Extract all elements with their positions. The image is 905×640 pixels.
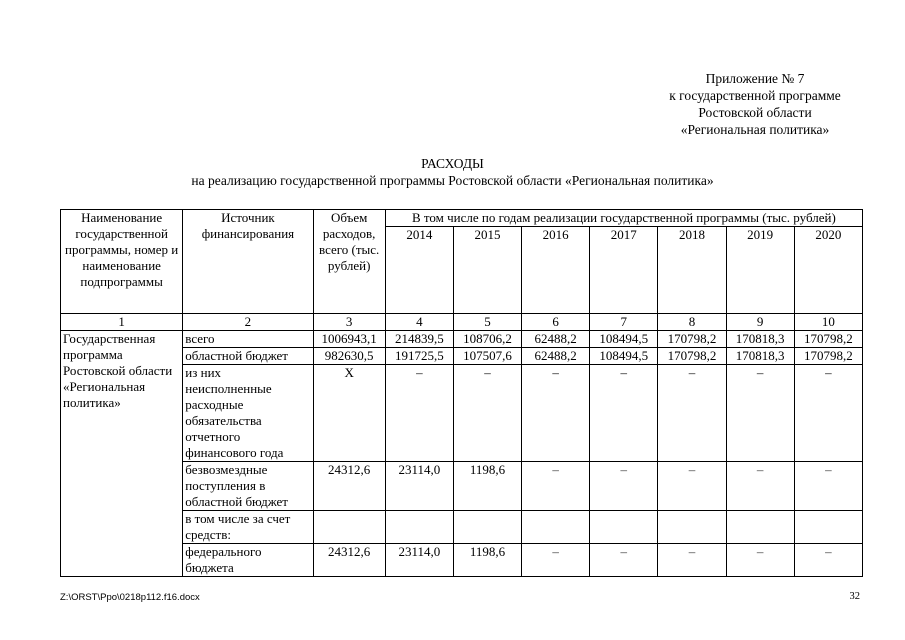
year-cell: 170818,3 <box>726 331 794 348</box>
year-cell: 62488,2 <box>522 348 590 365</box>
header-year: 2019 <box>726 227 794 314</box>
year-cell: 191725,5 <box>385 348 453 365</box>
total-cell: 24312,6 <box>313 462 385 511</box>
year-cell <box>726 511 794 544</box>
title-sub: на реализацию государственной программы Ростовской области «Региональная политика» <box>191 173 714 188</box>
year-cell: – <box>794 462 862 511</box>
year-cell: – <box>794 544 862 577</box>
column-index-row <box>61 314 863 331</box>
column-index: 7 <box>590 314 658 331</box>
appendix-header <box>600 70 905 138</box>
year-cell: – <box>726 462 794 511</box>
appendix-ref: к государственной программе <box>669 88 841 103</box>
year-cell: 107507,6 <box>453 348 521 365</box>
year-cell: 62488,2 <box>522 331 590 348</box>
column-index: 2 <box>183 314 313 331</box>
program-name: Государственная программа Ростовской области «Региональная политика» <box>61 331 183 577</box>
year-cell: – <box>658 544 726 577</box>
year-cell: – <box>522 365 590 462</box>
source-cell: безвозмездные поступления в областной бюджет <box>183 462 313 511</box>
year-cell: – <box>522 462 590 511</box>
header-source: Источник финансирования <box>183 210 313 314</box>
table-body <box>61 314 863 577</box>
header-year: 2015 <box>453 227 521 314</box>
header-year: 2014 <box>385 227 453 314</box>
year-cell: – <box>658 462 726 511</box>
year-cell <box>522 511 590 544</box>
source-cell: из них неисполненные расходные обязательства отчетного финансового года <box>183 365 313 462</box>
footer-file-path: Z:\ORST\Ppo\0218p112.f16.docx <box>60 592 200 603</box>
year-cell: – <box>658 365 726 462</box>
header-year: 2020 <box>794 227 862 314</box>
source-cell: областной бюджет <box>183 348 313 365</box>
total-cell: 1006943,1 <box>313 331 385 348</box>
year-cell: 1198,6 <box>453 462 521 511</box>
appendix-program: «Региональная политика» <box>680 122 830 137</box>
year-cell: 170798,2 <box>658 348 726 365</box>
table-header <box>61 210 863 314</box>
total-cell <box>313 511 385 544</box>
year-cell <box>590 511 658 544</box>
column-index: 3 <box>313 314 385 331</box>
year-cell: – <box>590 544 658 577</box>
column-index: 10 <box>794 314 862 331</box>
year-cell: 23114,0 <box>385 462 453 511</box>
expenses-table <box>60 209 863 577</box>
year-cell <box>385 511 453 544</box>
column-index: 1 <box>61 314 183 331</box>
year-cell <box>658 511 726 544</box>
year-cell: 108494,5 <box>590 348 658 365</box>
header-period: В том числе по годам реализации государственной программы (тыс. рублей) <box>385 210 862 227</box>
header-year: 2018 <box>658 227 726 314</box>
year-cell: – <box>385 365 453 462</box>
year-cell: 1198,6 <box>453 544 521 577</box>
year-cell: 23114,0 <box>385 544 453 577</box>
source-cell: федерального бюджета <box>183 544 313 577</box>
column-index: 5 <box>453 314 521 331</box>
total-cell: 982630,5 <box>313 348 385 365</box>
page-number: 32 <box>849 591 860 602</box>
year-cell: 214839,5 <box>385 331 453 348</box>
year-cell: – <box>522 544 590 577</box>
source-cell: всего <box>183 331 313 348</box>
year-cell: – <box>726 544 794 577</box>
column-index: 8 <box>658 314 726 331</box>
header-name: Наименование государственной программы, номер и наименование подпрограммы <box>61 210 183 314</box>
year-cell: 170818,3 <box>726 348 794 365</box>
year-cell: 108706,2 <box>453 331 521 348</box>
year-cell: 170798,2 <box>794 331 862 348</box>
year-cell: – <box>590 365 658 462</box>
table-row <box>61 331 863 348</box>
source-cell: в том числе за счет средств: <box>183 511 313 544</box>
appendix-region: Ростовской области <box>698 105 812 120</box>
header-year: 2017 <box>590 227 658 314</box>
year-cell: 170798,2 <box>658 331 726 348</box>
year-cell: – <box>453 365 521 462</box>
year-cell: – <box>726 365 794 462</box>
year-cell: – <box>794 365 862 462</box>
appendix-number: Приложение № 7 <box>705 71 805 86</box>
total-cell: X <box>313 365 385 462</box>
year-cell: – <box>590 462 658 511</box>
year-cell: 170798,2 <box>794 348 862 365</box>
header-year: 2016 <box>522 227 590 314</box>
year-cell <box>453 511 521 544</box>
column-index: 6 <box>522 314 590 331</box>
column-index: 9 <box>726 314 794 331</box>
title-main: РАСХОДЫ <box>421 156 484 171</box>
document-title <box>0 155 905 189</box>
total-cell: 24312,6 <box>313 544 385 577</box>
year-cell <box>794 511 862 544</box>
column-index: 4 <box>385 314 453 331</box>
header-volume: Объем расходов, всего (тыс. рублей) <box>313 210 385 314</box>
year-cell: 108494,5 <box>590 331 658 348</box>
